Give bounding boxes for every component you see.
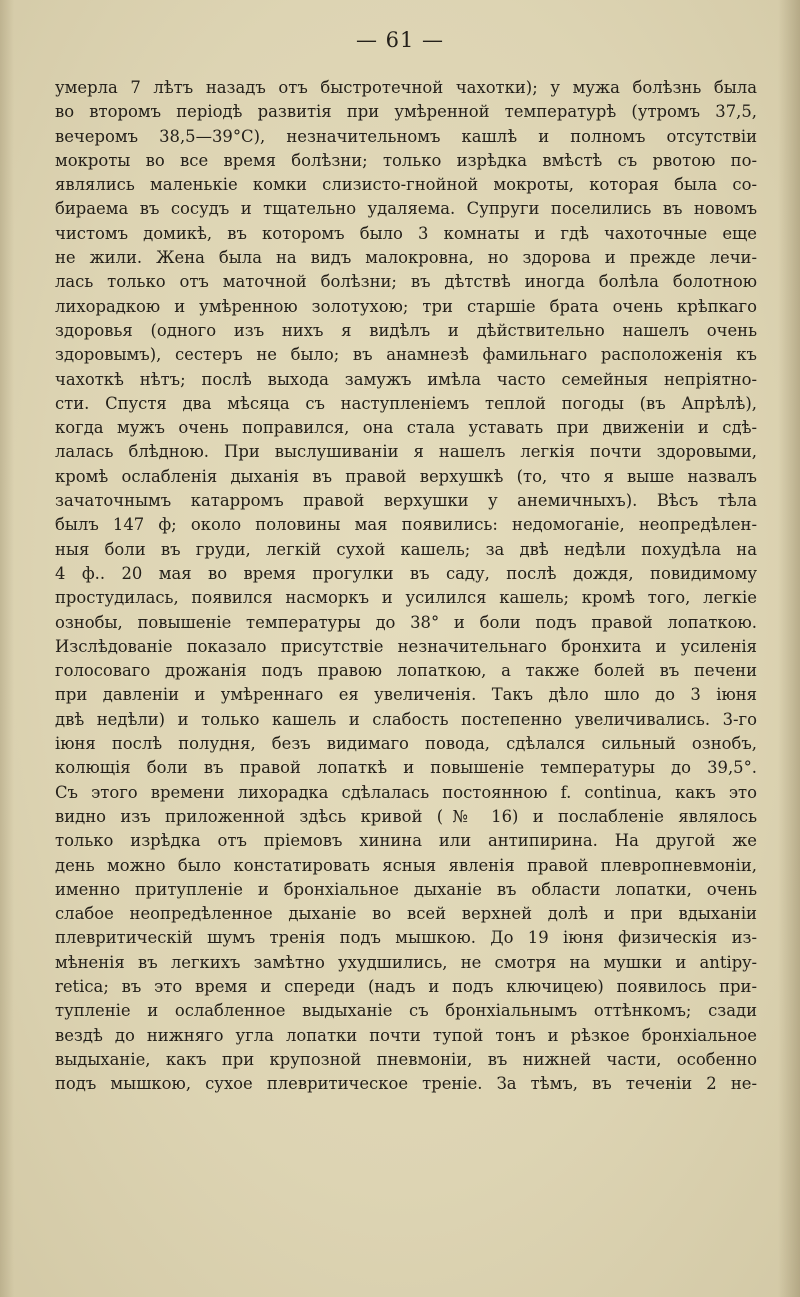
text-line: ознобы, повышеніе температуры до 38° и боли подъ правой лопаткою.: [55, 612, 757, 632]
text-line: умерла 7 лѣтъ назадъ отъ быстротечной чахотки); у мужа болѣзнь была: [55, 78, 757, 97]
page-left-shadow: [0, 0, 14, 1297]
text-line: плевритическій шумъ тренія подъ мышкою. До 19 іюня физическія из-: [55, 928, 757, 948]
text-line: retica; въ это время и спереди (надъ и подъ ключицею) появилось при-: [55, 976, 757, 996]
page-number: — 61 —: [355, 28, 445, 52]
text-line: здоровымъ), сестеръ не было; въ анамнезѣ фамильнаго расположенія къ: [55, 345, 757, 365]
text-line: бираема въ сосудъ и тщательно удаляема. Супруги поселились въ новомъ: [55, 199, 757, 219]
text-line: вездѣ до нижняго угла лопатки почти тупой тонъ и рѣзкое бронхіальное: [55, 1025, 757, 1045]
text-line: во второмъ періодѣ развитія при умѣренной температурѣ (утромъ 37,5,: [55, 102, 757, 122]
text-line: сти. Спустя два мѣсяца съ наступленіемъ теплой погоды (въ Апрѣлѣ),: [55, 393, 757, 413]
text-line: мѣненія въ легкихъ замѣтно ухудшились, не смотря на мушки и antipy-: [55, 952, 757, 972]
text-line: только изрѣдка отъ пріемовъ хинина или антипирина. На другой же: [55, 831, 757, 851]
page-right-shadow: [778, 0, 800, 1297]
text-line: Изслѣдованіе показало присутствіе незначительнаго бронхита и усиленія: [55, 636, 757, 656]
text-line: подъ мышкою, сухое плевритическое треніе. За тѣмъ, въ теченіи 2 не-: [55, 1074, 757, 1094]
text-line: простудилась, появился насморкъ и усилился кашель; кромѣ того, легкіе: [55, 588, 757, 608]
text-line: слабое неопредѣленное дыханіе во всей верхней долѣ и при вдыханіи: [55, 904, 757, 924]
text-line: колющія боли въ правой лопаткѣ и повышеніе температуры до 39,5°.: [55, 758, 757, 778]
text-line: выдыханіе, какъ при крупозной пневмоніи, въ нижней части, особенно: [55, 1049, 757, 1069]
text-line: кромѣ ослабленія дыханія въ правой верхушкѣ (то, что я выше назвалъ: [55, 466, 757, 486]
text-line: лихорадкою и умѣренною золотухою; три старшіе брата очень крѣпкаго: [55, 296, 757, 316]
text-line: не жили. Жена была на видъ малокровна, но здорова и прежде лечи-: [55, 248, 757, 268]
text-line: тупленіе и ослабленное выдыханіе съ бронхіальнымъ оттѣнкомъ; сзади: [55, 1001, 757, 1021]
text-line: чистомъ домикѣ, въ которомъ было 3 комнаты и гдѣ чахоточные еще: [55, 223, 757, 243]
text-line: мокроты во все время болѣзни; только изрѣдка вмѣстѣ съ рвотою по-: [55, 150, 757, 170]
text-line: іюня послѣ полудня, безъ видимаго повода, сдѣлался сильный ознобъ,: [55, 734, 757, 754]
text-line: зачаточнымъ катарромъ правой верхушки у анемичныхъ). Вѣсъ тѣла: [55, 491, 757, 511]
text-line: лась только отъ маточной болѣзни; въ дѣтствѣ иногда болѣла болотною: [55, 272, 757, 292]
text-line: являлись маленькіе комки слизисто-гнойной мокроты, которая была со-: [55, 175, 757, 195]
text-line: когда мужъ очень поправился, она стала уставать при движеніи и сдѣ-: [55, 418, 757, 438]
text-line: лалась блѣдною. При выслушиваніи я нашелъ легкія почти здоровыми,: [55, 442, 757, 462]
text-line: чахоткѣ нѣтъ; послѣ выхода замужъ имѣла часто семейныя непріятно-: [55, 369, 757, 389]
text-line: Съ этого времени лихорадка сдѣлалась постоянною f. continua, какъ это: [55, 782, 757, 802]
text-line: двѣ недѣли) и только кашель и слабость постепенно увеличивались. 3-го: [55, 709, 757, 729]
text-line: при давленіи и умѣреннаго ея увеличенія. Такъ дѣло шло до 3 іюня: [55, 685, 757, 705]
text-line: видно изъ приложенной здѣсь кривой (№ 16) и послабленіе являлось: [55, 806, 757, 826]
text-line: ныя боли въ груди, легкій сухой кашель; за двѣ недѣли похудѣла на: [55, 539, 757, 559]
body-text: [55, 76, 757, 1096]
text-line: былъ 147 ф; около половины мая появились: недомоганіе, неопредѣлен-: [55, 515, 757, 535]
text-line: 4 ф.. 20 мая во время прогулки въ саду, послѣ дождя, повидимому: [55, 563, 757, 583]
text-line: день можно было констатировать ясныя явленія правой плевропневмоніи,: [55, 855, 757, 875]
text-line: вечеромъ 38,5—39°С), незначительномъ кашлѣ и полномъ отсутствіи: [55, 126, 757, 146]
text-line: голосоваго дрожанія подъ правою лопаткою, а также болей въ печени: [55, 661, 757, 681]
text-line: здоровья (одного изъ нихъ я видѣлъ и дѣйствительно нашелъ очень: [55, 320, 757, 340]
text-line: именно притупленіе и бронхіальное дыханіе въ области лопатки, очень: [55, 879, 757, 899]
